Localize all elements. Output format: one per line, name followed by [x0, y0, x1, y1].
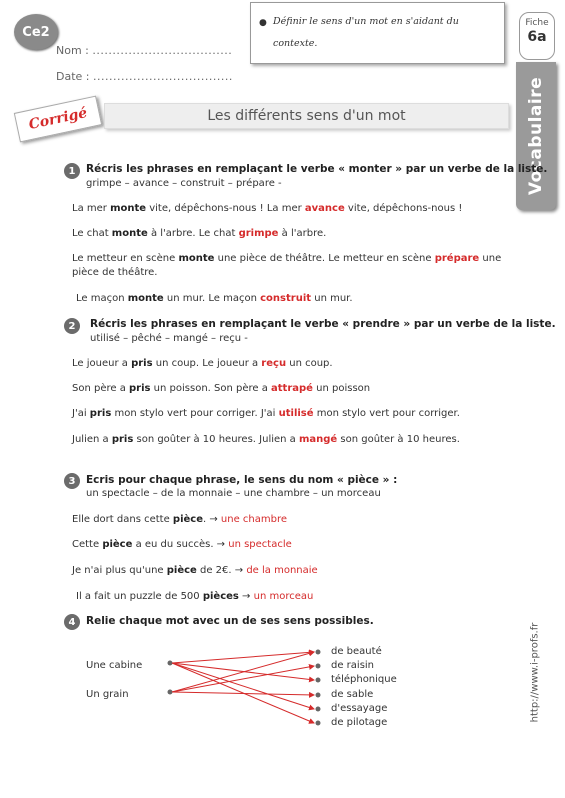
- match-dot-right-2: [316, 664, 321, 669]
- exercise-1-sentence-3: Le metteur en scène monte une pièce de théâtre. Le metteur en scène prépare une pièce de théâtre.: [72, 253, 502, 278]
- exercise-2-sentence-4: Julien a pris son goûter à 10 heures. Julien a mangé son goûter à 10 heures.: [72, 434, 460, 445]
- match-dot-left-2: [168, 690, 173, 695]
- exercise-2-sentence-3: J'ai pris mon stylo vert pour corriger. J'ai utilisé mon stylo vert pour corriger.: [72, 408, 460, 419]
- exercise-number-4: 4: [64, 614, 80, 630]
- exercise-3-sentence-4: Il a fait un puzzle de 500 pièces → un morceau: [76, 591, 314, 602]
- exercise-3-word-list: un spectacle – de la monnaie – une chambre – un morceau: [86, 488, 381, 499]
- exercise-3-sentence-3: Je n'ai plus qu'une pièce de 2€. → de la monnaie: [72, 565, 318, 576]
- exercise-number-1: 1: [64, 163, 80, 179]
- site-url: http://www.i-profs.fr: [529, 622, 541, 723]
- exercise-3-sentence-2: Cette pièce a eu du succès. → un spectacle: [72, 539, 292, 550]
- exercise-1-sentence-2: Le chat monte à l'arbre. Le chat grimpe à l'arbre.: [72, 228, 327, 239]
- exercise-1-instruction: Récris les phrases en remplaçant le verbe « monter » par un verbe de la liste.: [86, 163, 548, 175]
- subject-band: Vocabulaire: [516, 62, 556, 210]
- match-dot-right-3: [316, 678, 321, 683]
- match-dot-left-1: [168, 661, 173, 666]
- fiche-badge: Fiche 6a: [519, 12, 555, 60]
- corrige-stamp: Corrigé: [14, 96, 102, 143]
- exercise-2-sentence-2: Son père a pris un poisson. Son père a attrapé un poisson: [72, 383, 371, 394]
- exercise-1-sentence-4: Le maçon monte un mur. Le maçon construit un mur.: [76, 293, 353, 304]
- exercise-2-sentence-1: Le joueur a pris un coup. Le joueur a reçu un coup.: [72, 358, 333, 369]
- objective-text: Définir le sens d'un mot en s'aidant du contexte.: [273, 16, 459, 49]
- exercise-3-instruction: Ecris pour chaque phrase, le sens du nom « pièce » :: [86, 474, 398, 486]
- match-dot-right-5: [316, 707, 321, 712]
- match-line-grain-sable: [172, 692, 314, 695]
- match-dot-right-6: [316, 721, 321, 726]
- exercise-1-word-list: grimpe – avance – construit – prépare -: [86, 178, 282, 189]
- page-title: Les différents sens d'un mot: [104, 103, 509, 129]
- match-right-1: de beauté: [331, 646, 382, 657]
- match-right-4: de sable: [331, 689, 374, 700]
- name-field[interactable]: Nom : ...................................: [56, 44, 233, 57]
- match-dot-right-1: [316, 650, 321, 655]
- match-right-2: de raisin: [331, 660, 375, 671]
- match-right-5: d'essayage: [331, 703, 388, 714]
- exercise-2-instruction: Récris les phrases en remplaçant le verbe « prendre » par un verbe de la liste.: [90, 318, 556, 330]
- match-dot-right-4: [316, 693, 321, 698]
- match-left-1: Une cabine: [86, 660, 143, 671]
- exercise-1-sentence-1: La mer monte vite, dépêchons-nous ! La mer avance vite, dépêchons-nous !: [72, 203, 463, 214]
- exercise-number-2: 2: [64, 318, 80, 334]
- exercise-number-3: 3: [64, 473, 80, 489]
- exercise-2-word-list: utilisé – pêché – mangé – reçu -: [90, 333, 248, 344]
- match-right-6: de pilotage: [331, 717, 388, 728]
- level-badge: Ce2: [14, 14, 58, 50]
- exercise-4-instruction: Relie chaque mot avec un de ses sens possibles.: [86, 615, 374, 627]
- date-field[interactable]: Date : ...................................: [56, 70, 233, 83]
- exercise-3-sentence-1: Elle dort dans cette pièce. → une chambre: [72, 514, 288, 525]
- bullet-icon: ●: [259, 18, 267, 28]
- match-left-2: Un grain: [86, 689, 129, 700]
- match-right-3: téléphonique: [331, 674, 397, 685]
